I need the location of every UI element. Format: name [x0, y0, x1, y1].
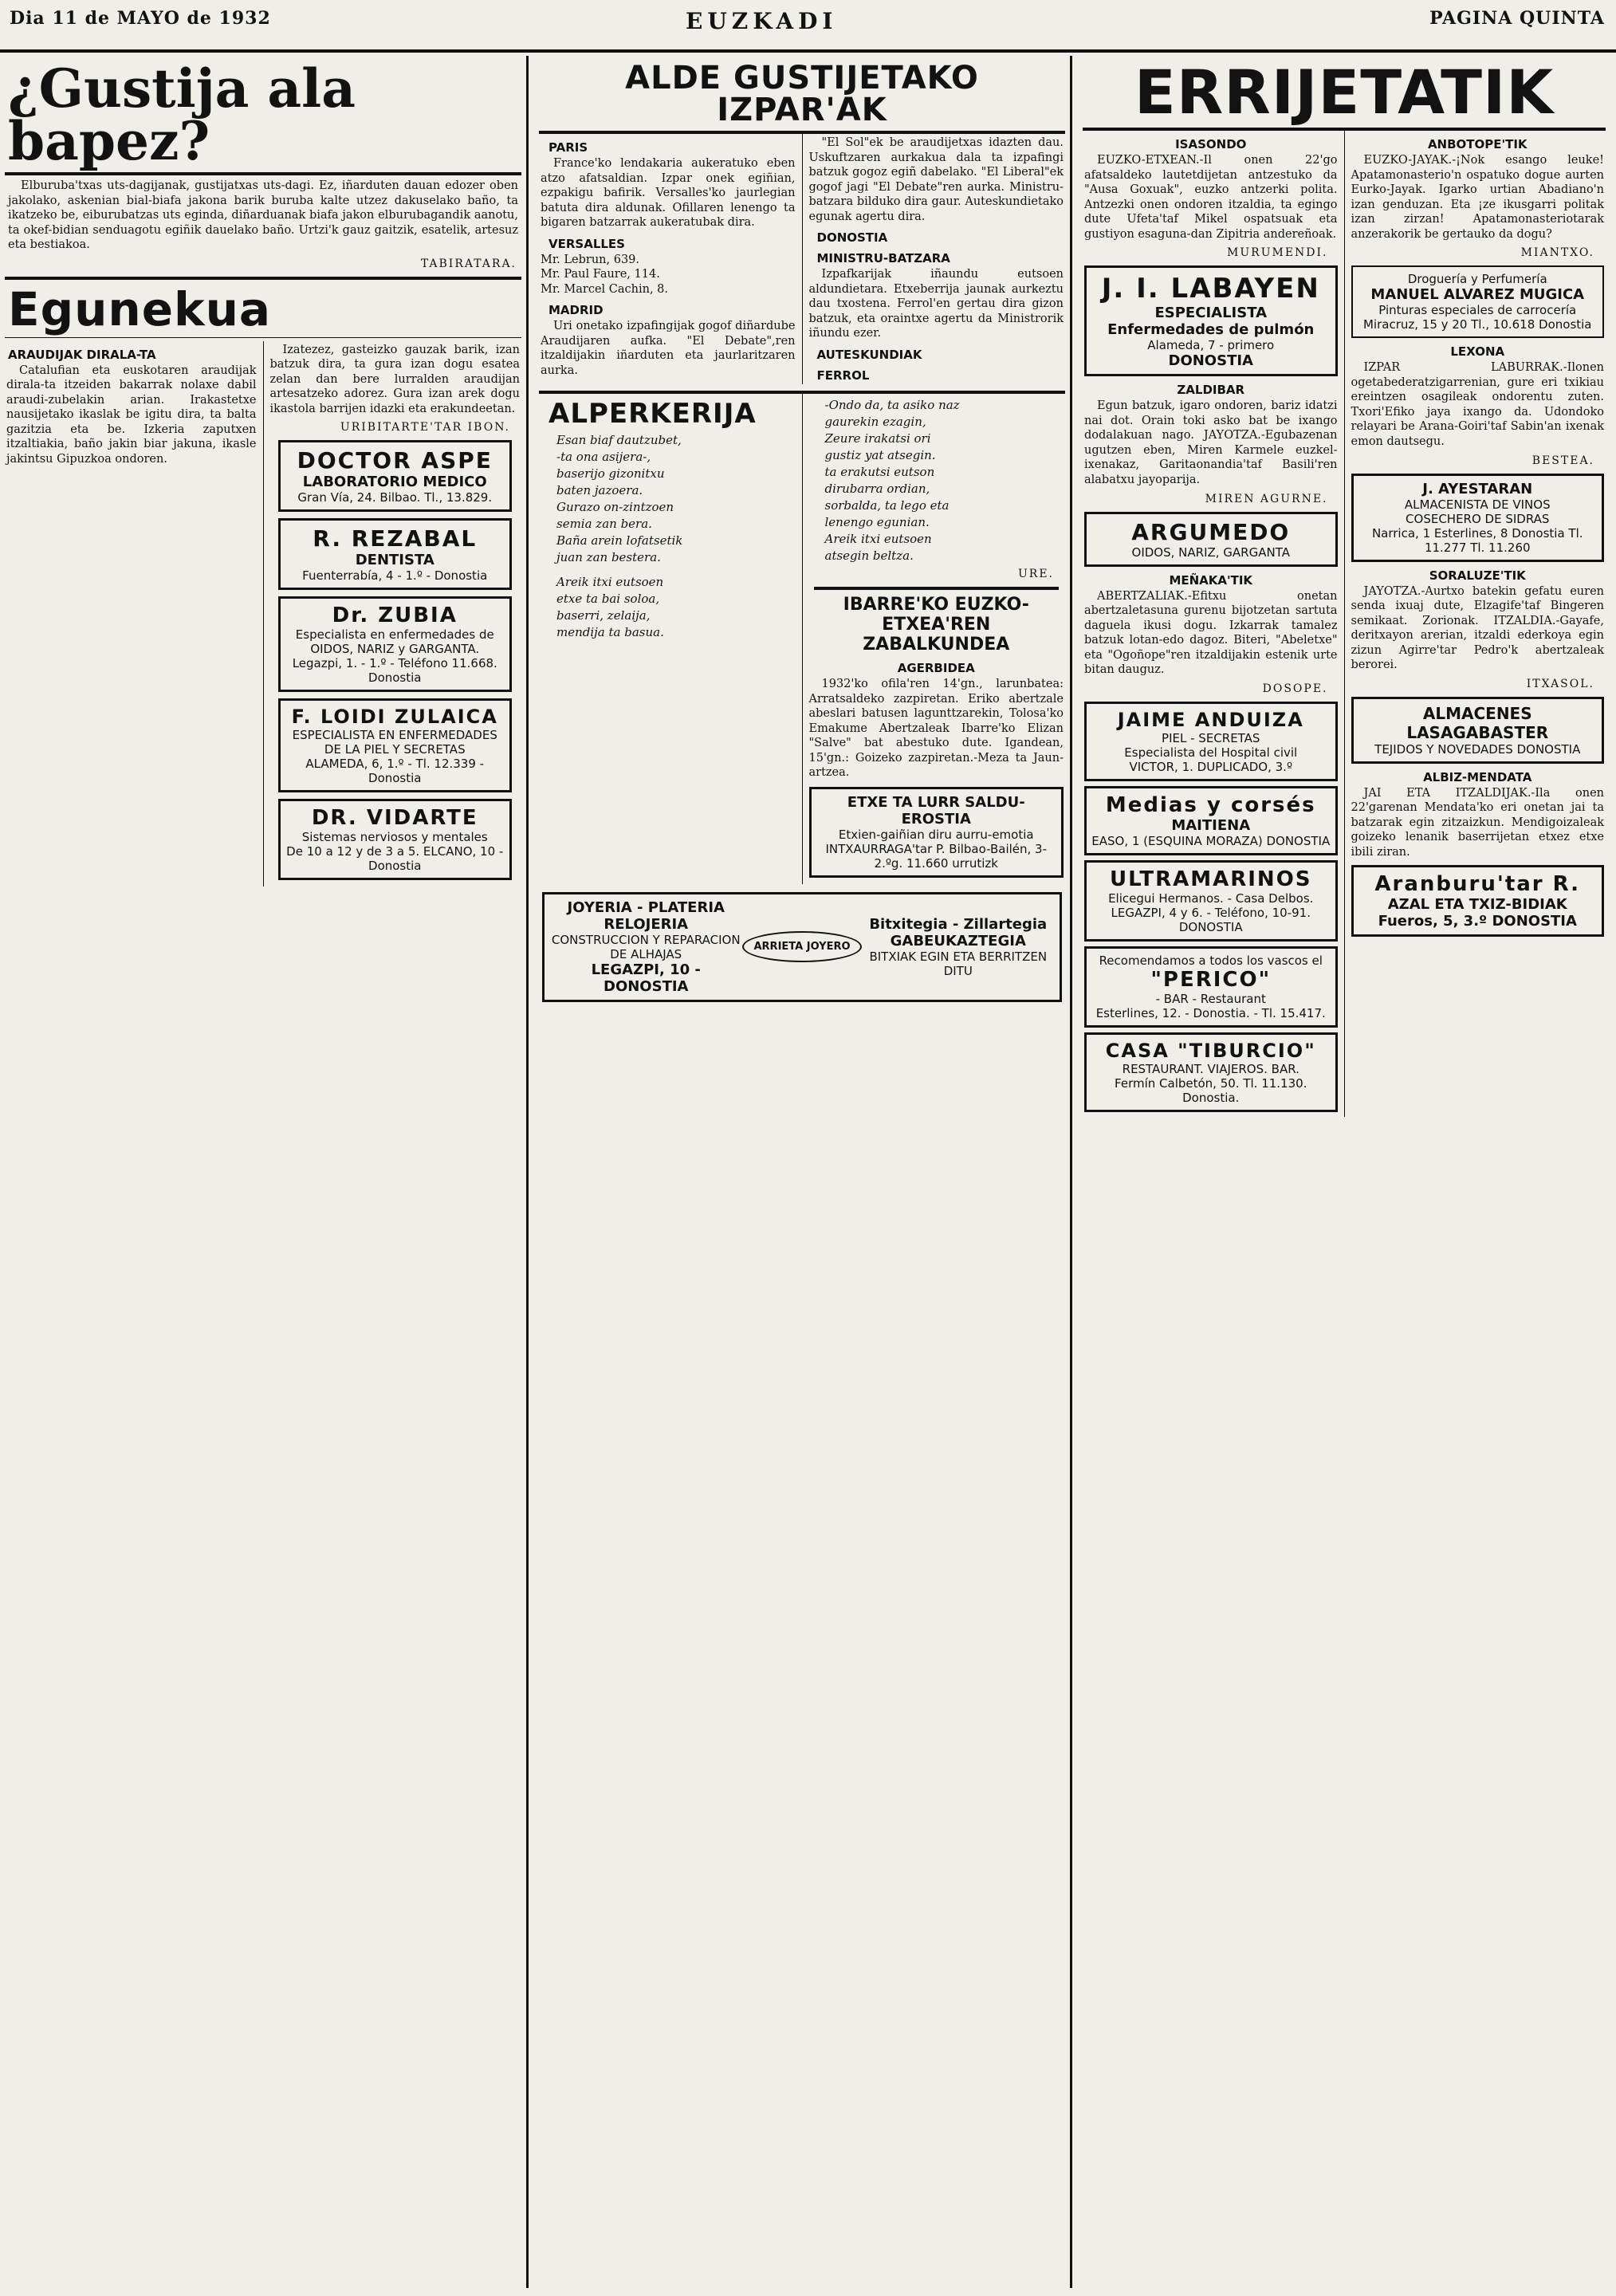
section-title: ALDE GUSTIJETAKO IZPAR'AK [625, 60, 979, 128]
subhead: PARIS [548, 140, 588, 155]
ad-tiburcio: CASA "TIBURCIO" RESTAURANT. VIAJEROS. BAR. Fermín Calbetón, 50. Tl. 11.130. Donostia. [1084, 1032, 1338, 1112]
news-text: EUZKO-JAYAK.-¡Nok esango leuke! Apatamonasterio'n ospatuko dogue aurten Eurko-Jayak. Igarko urtian Abadiano'n izan genduzan. Eta ¡ze ikusgarri politak izan zirzan! Apatamonasteriotarak anzerakorik be gertauko da dogu? [1351, 154, 1604, 241]
sub-text: Izatezez, gasteizko gauzak barik, izan batzuk dira, ta gura izan dogu esatea zelan dan bere lurralden araudijan artesatzeko adorez. Gura izan arek dogu ikastola barrijen idazki eta erakundeetan. [269, 343, 520, 415]
subhead: ISASONDO [1175, 137, 1247, 151]
ad-rezabal: R. REZABAL DENTISTA Fuenterrabía, 4 - 1.º - Donostia [278, 518, 513, 590]
subhead: ZALDIBAR [1177, 383, 1245, 398]
ad-arrieta-joyero: JOYERIA - PLATERIA RELOJERIA CONSTRUCCION Y REPARACION DE ALHAJAS LEGAZPI, 10 - DONOSTIA ARRIETA JOYERO Bitxitegia - Zillartegia GABEUKAZTEGIA BITXIAK EGIN ETA BERRITZEN DITU [542, 892, 1062, 1002]
subhead: VERSALLES [548, 236, 625, 251]
ad-ayestaran: J. AYESTARAN ALMACENISTA DE VINOS COSECHERO DE SIDRAS Narrica, 1 Esterlines, 8 Donostia Tl. 11.277 Tl. 11.260 [1351, 474, 1605, 562]
news-text: EUZKO-ETXEAN.-Il onen 22'go afatsaldeko lautetdijetan antzestuko da "Ausa Goxuak", euzko antzerki polita. Antzezki onen ondoren itzaldia, ta egingo dute Ufeta'taf Mikel ospatsuak eta gustiyon esaguna-dan Zipitria andereñoak. [1084, 154, 1338, 241]
poem: Esan biaf dautzubet, -ta ona asijera-, baserijo gizonitxu baten jazoera. Gurazo on-zintzoen semia zan bera. Baña arein lofatsetik juan zan bestera. Areik itxi eutsoen etxe ta bai soloa, baserri, zelaija, mendija ta basua. [556, 433, 683, 640]
subhead: AUTESKUNDIAK [816, 348, 922, 363]
article-body [8, 179, 518, 253]
divider [5, 337, 521, 338]
divider [5, 172, 521, 175]
ad-vidarte: DR. VIDARTE Sistemas nerviosos y mentales De 10 a 12 y de 3 a 5. ELCANO, 10 - Donostia [278, 799, 513, 880]
section-title: ALPERKERIJA [548, 398, 757, 431]
news-text: Egun batzuk, igaro ondoren, bariz idatzi nai dot. Orain toki asko bat be ixango dodalakuan nago. JAYOTZA.-Egubazenan ugutzen eben, Miren Karmele euzkel-ixenakaz, Garitaonandia'taf Basili'ren alabatxu jayoparija. [1084, 399, 1338, 487]
subhead: MINISTRU-BATZARA [816, 251, 950, 266]
ad-anduiza: JAIME ANDUIZA PIEL - SECRETAS Especialista del Hospital civil VICTOR, 1. DUPLICADO, 3.º [1084, 702, 1338, 781]
poem: -Ondo da, ta asiko naz gaurekin ezagin, Zeure irakatsi ori gustiz yat atsegin. ta erakutsi eutson dirubarra ordian, sorbalda, ta lego eta lenengo egunian. Areik itxi eutsoen atsegin beltza. [824, 398, 960, 564]
news-text: JAI ETA ITZALDIJAK.-Ila onen 22'garenan Mendata'ko eri onetan jai ta batzarak egin zitzaizkun. Mendigoizaleak goizeko lenanik baserrijetan etxez etxe ibili ziran. [1351, 786, 1604, 859]
subhead: ARAUDIJAK DIRALA-TA [8, 347, 156, 362]
subhead: MEÑAKA'TIK [1169, 572, 1253, 588]
ad-lasagabaster: ALMACENES LASAGABASTER TEJIDOS Y NOVEDADES DONOSTIA [1351, 697, 1605, 764]
ad-argumedo: ARGUMEDO OIDOS, NARIZ, GARGANTA [1084, 512, 1338, 567]
signature: MIANTXO. [1520, 246, 1594, 260]
subhead: ANBOTOPE'TIK [1427, 137, 1528, 151]
section-title: Egunekua [8, 281, 272, 336]
ad-perico: Recomendamos a todos los vascos el "PERICO" - BAR - Restaurant Esterlines, 12. - Donostia. - Tl. 15.417. [1084, 946, 1338, 1028]
column-right [1078, 56, 1610, 2288]
article-signature: TABIRATARA. [420, 257, 517, 270]
subhead: LEXONA [1450, 344, 1505, 360]
ad-alvarez-mugica: Droguería y Perfumería MANUEL ALVAREZ MUGICA Pinturas especiales de carrocería Miracruz, 15 y 20 Tl., 10.618 Donostia [1351, 265, 1605, 338]
article-text: Elburuba'txas uts-dagijanak, gustijatxas uts-dagi. Ez, iñarduten dauan edozer oben jakolako, askenian bial-biafa jakona barik buruba kalte utzez dakuselako baño, ta ikatzeko be, eiburubatzas uts eginda, diñarduanak biafa jakon elburubagandik aanotu, ta okef-bidian senduagotu egiñik dauelako baño. Urtzi'k gauz gaitzik, esatelik, artesuz eta bestiakoa. [8, 179, 518, 252]
ad-loidi-zulaica: F. LOIDI ZULAICA ESPECIALISTA EN ENFERMEDADES DE LA PIEL Y SECRETAS ALAMEDA, 6, 1.º - Tl. 12.339 - Donostia [278, 698, 513, 792]
news-text: IZPAR LABURRAK.-Ilonen ogetabederatzigarrenian, gure eri txikiau ereintzen osagileak ondorentu zuten. Txori'Efiko jaya ixango da. Udondoko relayari be Arana-Goiri'taf Sabin'an ixenak emon dautsegu. [1351, 361, 1604, 449]
ad-doctor-aspe: DOCTOR ASPE LABORATORIO MEDICO Gran Vía, 24. Bilbao. Tl., 13.829. [278, 440, 513, 512]
sub-columns [1078, 131, 1610, 1117]
section-title: ERRIJETATIK [1134, 57, 1555, 128]
article-signature: URIBITARTE'TAR IBON. [340, 421, 510, 434]
news-text: ABERTZALIAK.-Efitxu onetan abertzaletasuna gurenu bijotzetan sartuta daguela ikusi dogu. Izkarrak tamalez batzuk lotan-edo dagoz. Biteri, "Abeletxe" eta "Ogoñope"ren itzaldijakin estenik urte bitan dauguz. [1084, 589, 1338, 677]
news-text: Uri onetako izpafingijak gogof diñardube Araudijaren aufka. "El Debate",ren itzaldijakin iñarduten eta jaurlaritzaren aurka. [541, 320, 796, 378]
column-left [0, 56, 529, 2288]
subhead: AGERBIDEA [897, 661, 975, 676]
header-page: PAGINA QUINTA [1429, 8, 1605, 29]
news-text: Izpafkarijak iñaundu eutsoen aldundietara. Etxeberrija jaunak aurkeztu dau txostena. Ferrol'en gertau dira gizon batzuk, eta oraintxe agertu da Ministrorik iñundu ezer. [808, 268, 1064, 340]
column-middle [534, 56, 1072, 2288]
news-text: France'ko lendakaria aukeratuko eben atzo afatsaldian. Izpar onek egiñian, ezpakigu bafirik. Versalles'ko jaurlegian batuta dira aldunak. Ofillaren lenengo ta bigaren batzarrak aukeratubak dira. [541, 157, 796, 230]
subhead: FERROL [816, 368, 870, 383]
news-text: "El Sol"ek be araudijetxas idazten dau. Uskuftzaren aurkakua dala ta izpafingi batzuk gogoz egiñ dabelako. "El Liberal"ek gogof jagi "El Debate"ren aurka. Ministru-batzara bilduko dira gaur. Auteskundietako egunak agertu dira. [808, 136, 1064, 223]
signature: ITXASOL. [1526, 677, 1594, 690]
ad-etxe-ta-lurr: ETXE TA LURR SALDU-EROSTIA Etxien-gaiñian diru aurru-emotia INTXAURRAGA'tar P. Bilbao-Bailén, 3-2.ºg. 11.660 urrutizk [809, 787, 1064, 878]
sub-columns [0, 341, 526, 887]
arrieta-joyero-logo: ARRIETA JOYERO [742, 931, 861, 962]
sub-columns [534, 394, 1070, 884]
signature: BESTEA. [1531, 454, 1594, 467]
page-header [0, 0, 1616, 53]
ad-aranburu: Aranburu'tar R. AZAL ETA TXIZ-BIDIAK Fueros, 5, 3.º DONOSTIA [1351, 865, 1605, 937]
signature: MURUMENDI. [1227, 246, 1328, 260]
sub-text: Catalufian eta euskotaren araudijak dirala-ta itzeiden bakarrak nolaxe dabil araudi-zubelakin arian. Irakastetxe nausijetako ikaslak be igitu dira, ta balta gazitzia eta be. Izkeria zaputxen itzaltiakia, baño jakin biar jakuna, ikasle jakintsu Gipuzkoa ondoren. [6, 364, 257, 466]
header-paper: EUZKADI [686, 8, 838, 34]
ad-medias: Medias y corsés MAITIENA EASO, 1 (ESQUINA MORAZA) DONOSTIA [1084, 786, 1338, 855]
ad-labayen: J. I. LABAYEN ESPECIALISTA Enfermedades de pulmón Alameda, 7 - primero DONOSTIA [1084, 265, 1338, 376]
subhead: ALBIZ-MENDATA [1423, 769, 1532, 784]
section-title: IBARRE'KO EUZKO-ETXEA'REN ZABALKUNDEA [843, 595, 1029, 655]
news-text: JAYOTZA.-Aurtxo batekin gefatu euren senda ixuaj dute, Elzagife'taf Bingeren semikaat. Zorionak. ITZALDIA.-Gayafe, deritxayon arerian, itzaldi ederkoya egin zizun Agirre'tar Pedro'k abertzaleak berorei. [1351, 584, 1604, 672]
divider [814, 587, 1060, 590]
news-text: 1932'ko ofila'ren 14'gn., larunbatea: Arratsaldeko zazpiretan. Eriko abertzale abeslari batusen lagunttzarekin, Tolosa'ko Emakume Abertzaleak Ibarre'ko Elizan "Salve" bat abestuko dute. Igandean, 15'gn.: Goizeko zazpiretan.-Meza ta Jaun-artzea. [808, 678, 1064, 780]
sub-columns [534, 134, 1070, 384]
signature: MIREN AGURNE. [1205, 492, 1328, 505]
header-date: Dia 11 de MAYO de 1932 [10, 8, 271, 29]
ad-zubia: Dr. ZUBIA Especialista en enfermedades de OIDOS, NARIZ y GARGANTA. Legazpi, 1. - 1.º - Teléfono 11.668. Donostia [278, 596, 513, 692]
divider [5, 277, 521, 280]
signature: DOSOPE. [1262, 682, 1328, 695]
subhead: MADRID [548, 303, 604, 318]
subhead: SORALUZE'TIK [1429, 568, 1526, 583]
article-title: ¿Gustija ala bapez? [8, 57, 356, 172]
poem-signature: URE. [1017, 568, 1054, 581]
names-list: Mr. Lebrun, 639. Mr. Paul Faure, 114. Mr. Marcel Cachin, 8. [541, 253, 669, 296]
ad-ultramarinos: ULTRAMARINOS Elicegui Hermanos. - Casa Delbos. LEGAZPI, 4 y 6. - Teléfono, 10-91. DONOSTIA [1084, 860, 1338, 942]
subhead: DONOSTIA [816, 230, 888, 246]
